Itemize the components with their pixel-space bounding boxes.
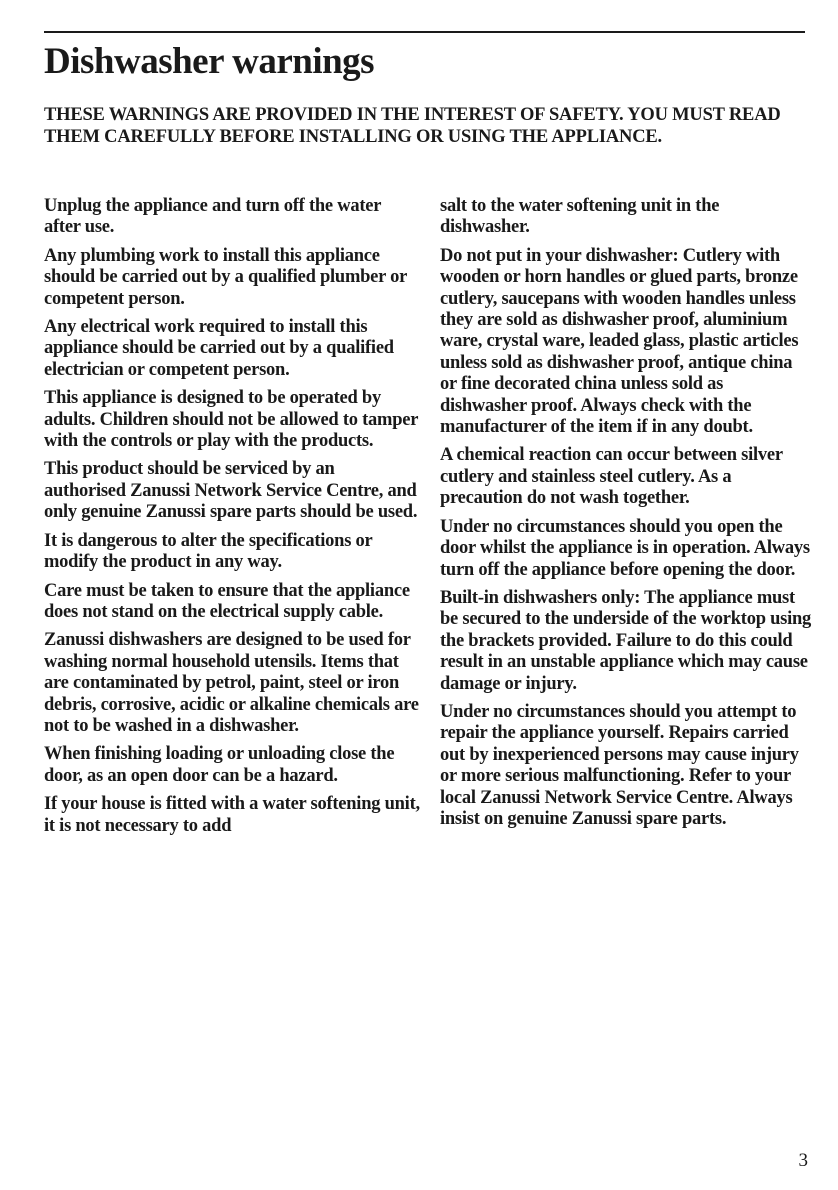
- warning-paragraph: Under no circumstances should you open the door whilst the appliance is in operation. Always turn off the appliance before opening the door.: [440, 516, 810, 580]
- safety-intro: THESE WARNINGS ARE PROVIDED IN THE INTEREST OF SAFETY. YOU MUST READ THEM CAREFULLY BEFORE INSTALLING OR USING THE APPLIANCE.: [44, 105, 781, 147]
- warning-paragraph: This appliance is designed to be operated by adults. Children should not be allowed to tamper with the controls or play with the products.: [44, 388, 418, 452]
- warning-paragraph: A chemical reaction can occur between silver cutlery and stainless steel cutlery. As a precaution do not wash together.: [440, 445, 783, 509]
- warning-paragraph: Unplug the appliance and turn off the water after use.: [44, 196, 381, 238]
- warning-paragraph: Under no circumstances should you attempt to repair the appliance yourself. Repairs carried out by inexperienced persons may cause injury or more serious malfunctioning. Refer to your local Zanussi Network Service Centre. Always insist on genuine Zanussi spare parts.: [440, 701, 799, 829]
- left-column: [44, 196, 420, 844]
- warning-paragraph: Care must be taken to ensure that the appliance does not stand on the electrical supply cable.: [44, 580, 410, 622]
- warning-paragraph: Do not put in your dishwasher: Cutlery with wooden or horn handles or glued parts, bronze cutlery, saucepans with wooden handles unless they are sold as dishwasher proof, aluminium ware, crystal ware, leaded glass, plastic articles unless sold as dishwasher proof, antique china or fine decorated china unless sold as dishwasher proof. Always check with the manufacturer of the item if in any doubt.: [440, 245, 799, 438]
- warning-paragraph: Built-in dishwashers only: The appliance must be secured to the underside of the worktop using the brackets provided. Failure to do this could result in an unstable appliance which may cause damage or injury.: [440, 587, 812, 694]
- top-rule: [44, 31, 805, 33]
- warning-paragraph: It is dangerous to alter the specifications or modify the product in any way.: [44, 530, 373, 573]
- warning-paragraph: Zanussi dishwashers are designed to be used for washing normal household utensils. Items that are contaminated by petrol, paint, steel or iron debris, corrosive, acidic or alkaline chemicals are not to be washed in a dishwasher.: [44, 630, 419, 736]
- page-title: Dishwasher warnings: [44, 41, 375, 82]
- page-number: 3: [798, 1150, 808, 1171]
- warning-paragraph: salt to the water softening unit in the dishwasher.: [440, 196, 720, 238]
- warning-paragraph: If your house is fitted with a water softening unit, it is not necessary to add: [44, 794, 420, 836]
- right-column: [440, 196, 812, 837]
- warning-paragraph: Any electrical work required to install this appliance should be carried out by a qualified electrician or competent person.: [44, 317, 394, 380]
- warning-paragraph: Any plumbing work to install this appliance should be carried out by a qualified plumber or competent person.: [44, 245, 407, 309]
- warning-paragraph: This product should be serviced by an authorised Zanussi Network Service Centre, and only genuine Zanussi spare parts should be used.: [44, 459, 418, 523]
- warning-paragraph: When finishing loading or unloading close the door, as an open door can be a hazard.: [44, 744, 395, 786]
